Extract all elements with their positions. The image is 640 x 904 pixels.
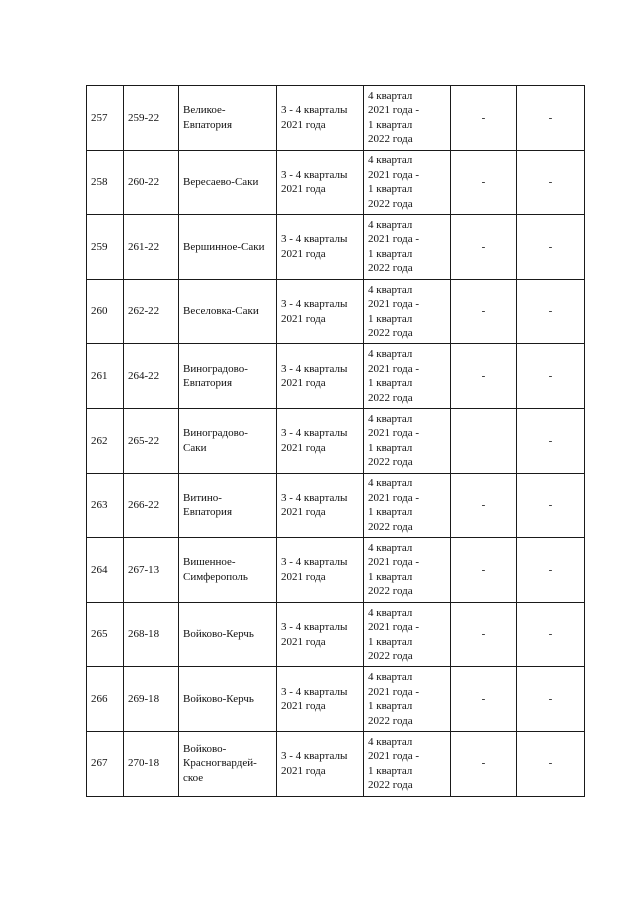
column-6-cell: - — [451, 731, 517, 796]
row-number-cell: 267 — [87, 731, 124, 796]
term-cell — [364, 150, 451, 215]
route-line: Войково- — [183, 742, 227, 755]
period-line: 3 - 4 кварталы — [281, 621, 348, 634]
route-schedule-table — [86, 85, 585, 797]
column-7-cell: - — [517, 408, 585, 473]
period-line: 3 - 4 кварталы — [281, 362, 348, 375]
term-line: 2021 года - — [368, 233, 420, 246]
route-line: Евпатория — [183, 506, 233, 519]
period-line: 2021 года — [281, 635, 326, 648]
term-line: 2022 года — [368, 779, 413, 792]
row-number-cell: 262 — [87, 408, 124, 473]
term-cell — [364, 473, 451, 538]
row-number-cell: 257 — [87, 86, 124, 151]
column-7-cell: - — [517, 279, 585, 344]
column-6-cell: - — [451, 344, 517, 409]
period-line: 3 - 4 кварталы — [281, 750, 348, 763]
table-row — [87, 150, 585, 215]
route-code-cell: 262-22 — [124, 279, 179, 344]
term-line: 1 квартал — [368, 506, 413, 519]
term-line: 4 квартал — [368, 154, 413, 167]
column-7-cell: - — [517, 602, 585, 667]
route-code-cell: 265-22 — [124, 408, 179, 473]
column-7-cell: - — [517, 215, 585, 280]
table-row — [87, 215, 585, 280]
route-code-cell: 264-22 — [124, 344, 179, 409]
term-cell — [364, 538, 451, 603]
period-cell — [277, 86, 364, 151]
route-name-cell — [179, 538, 277, 603]
period-line: 3 - 4 кварталы — [281, 104, 348, 117]
period-cell — [277, 215, 364, 280]
table-row — [87, 408, 585, 473]
route-line: Войково-Керчь — [183, 628, 254, 641]
column-6-cell — [451, 408, 517, 473]
term-line: 2022 года — [368, 456, 413, 469]
column-7-cell: - — [517, 667, 585, 732]
period-line: 3 - 4 кварталы — [281, 298, 348, 311]
term-line: 1 квартал — [368, 570, 413, 583]
term-cell — [364, 408, 451, 473]
term-line: 2022 года — [368, 650, 413, 663]
table-row — [87, 344, 585, 409]
column-7-cell: - — [517, 150, 585, 215]
row-number-cell: 263 — [87, 473, 124, 538]
term-line: 1 квартал — [368, 183, 413, 196]
table-row — [87, 86, 585, 151]
period-line: 3 - 4 кварталы — [281, 233, 348, 246]
term-line: 4 квартал — [368, 541, 413, 554]
term-line: 2021 года - — [368, 168, 420, 181]
column-7-cell: - — [517, 86, 585, 151]
term-line: 1 квартал — [368, 247, 413, 260]
route-code-cell: 270-18 — [124, 731, 179, 796]
row-number-cell: 265 — [87, 602, 124, 667]
term-line: 1 квартал — [368, 700, 413, 713]
term-cell — [364, 731, 451, 796]
row-number-cell: 266 — [87, 667, 124, 732]
period-line: 2021 года — [281, 700, 326, 713]
term-line: 4 квартал — [368, 671, 413, 684]
term-cell — [364, 215, 451, 280]
term-line: 1 квартал — [368, 118, 413, 131]
column-6-cell: - — [451, 215, 517, 280]
period-line: 2021 года — [281, 118, 326, 131]
column-7-cell: - — [517, 731, 585, 796]
term-line: 2022 года — [368, 520, 413, 533]
period-line: 3 - 4 кварталы — [281, 685, 348, 698]
column-7-cell: - — [517, 344, 585, 409]
term-line: 2022 года — [368, 262, 413, 275]
period-line: 2021 года — [281, 506, 326, 519]
term-line: 1 квартал — [368, 377, 413, 390]
route-line: Веселовка-Саки — [183, 305, 259, 318]
route-line: Евпатория — [183, 118, 233, 131]
table-row — [87, 667, 585, 732]
route-line: Великое- — [183, 104, 226, 117]
term-line: 4 квартал — [368, 89, 413, 102]
term-line: 2021 года - — [368, 685, 420, 698]
route-name-cell — [179, 279, 277, 344]
term-line: 2022 года — [368, 391, 413, 404]
table-row — [87, 473, 585, 538]
route-code-cell: 267-13 — [124, 538, 179, 603]
term-cell — [364, 279, 451, 344]
route-line: Вершинное-Саки — [183, 240, 265, 253]
term-line: 1 квартал — [368, 441, 413, 454]
term-line: 2022 года — [368, 133, 413, 146]
route-line: Войково-Керчь — [183, 692, 254, 705]
term-line: 4 квартал — [368, 412, 413, 425]
route-line: Саки — [183, 441, 207, 454]
column-6-cell: - — [451, 538, 517, 603]
period-line: 2021 года — [281, 312, 326, 325]
row-number-cell: 259 — [87, 215, 124, 280]
row-number-cell: 260 — [87, 279, 124, 344]
route-line: Витино- — [183, 491, 222, 504]
route-name-cell — [179, 86, 277, 151]
route-line: ское — [183, 771, 204, 784]
table-body — [87, 86, 585, 797]
period-cell — [277, 538, 364, 603]
term-line: 2021 года - — [368, 362, 420, 375]
route-line: Симферополь — [183, 570, 248, 583]
term-line: 2022 года — [368, 714, 413, 727]
term-line: 2021 года - — [368, 621, 420, 634]
column-6-cell: - — [451, 667, 517, 732]
route-code-cell: 266-22 — [124, 473, 179, 538]
period-cell — [277, 150, 364, 215]
term-line: 2021 года - — [368, 556, 420, 569]
column-6-cell: - — [451, 279, 517, 344]
period-line: 3 - 4 кварталы — [281, 427, 348, 440]
term-cell — [364, 344, 451, 409]
route-name-cell — [179, 215, 277, 280]
row-number-cell: 261 — [87, 344, 124, 409]
period-cell — [277, 473, 364, 538]
term-cell — [364, 602, 451, 667]
period-cell — [277, 667, 364, 732]
term-line: 2021 года - — [368, 750, 420, 763]
term-line: 4 квартал — [368, 348, 413, 361]
period-line: 3 - 4 кварталы — [281, 168, 348, 181]
table-row — [87, 538, 585, 603]
period-line: 2021 года — [281, 570, 326, 583]
route-line: Красногвардей- — [183, 757, 257, 770]
column-6-cell: - — [451, 86, 517, 151]
route-name-cell — [179, 150, 277, 215]
table-row — [87, 602, 585, 667]
period-cell — [277, 602, 364, 667]
term-line: 1 квартал — [368, 312, 413, 325]
route-name-cell — [179, 667, 277, 732]
term-line: 4 квартал — [368, 218, 413, 231]
row-number-cell: 258 — [87, 150, 124, 215]
route-name-cell — [179, 731, 277, 796]
term-line: 2021 года - — [368, 427, 420, 440]
route-code-cell: 269-18 — [124, 667, 179, 732]
column-6-cell: - — [451, 150, 517, 215]
route-code-cell: 261-22 — [124, 215, 179, 280]
period-cell — [277, 279, 364, 344]
term-line: 2022 года — [368, 197, 413, 210]
term-line: 4 квартал — [368, 606, 413, 619]
period-line: 2021 года — [281, 377, 326, 390]
route-line: Евпатория — [183, 377, 233, 390]
period-cell — [277, 408, 364, 473]
route-code-cell: 259-22 — [124, 86, 179, 151]
column-6-cell: - — [451, 602, 517, 667]
term-line: 4 квартал — [368, 283, 413, 296]
term-line: 2022 года — [368, 327, 413, 340]
route-line: Вишенное- — [183, 556, 236, 569]
term-line: 1 квартал — [368, 764, 413, 777]
period-line: 2021 года — [281, 441, 326, 454]
term-line: 2022 года — [368, 585, 413, 598]
route-name-cell — [179, 344, 277, 409]
route-code-cell: 268-18 — [124, 602, 179, 667]
term-cell — [364, 667, 451, 732]
term-line: 2021 года - — [368, 298, 420, 311]
period-cell — [277, 344, 364, 409]
route-line: Виноградово- — [183, 427, 248, 440]
period-cell — [277, 731, 364, 796]
period-line: 3 - 4 кварталы — [281, 556, 348, 569]
column-7-cell: - — [517, 538, 585, 603]
term-line: 1 квартал — [368, 635, 413, 648]
column-7-cell: - — [517, 473, 585, 538]
row-number-cell: 264 — [87, 538, 124, 603]
period-line: 3 - 4 кварталы — [281, 491, 348, 504]
term-cell — [364, 86, 451, 151]
route-name-cell — [179, 408, 277, 473]
route-code-cell: 260-22 — [124, 150, 179, 215]
route-line: Вересаево-Саки — [183, 176, 259, 189]
term-line: 4 квартал — [368, 477, 413, 490]
table-row — [87, 279, 585, 344]
period-line: 2021 года — [281, 764, 326, 777]
column-6-cell: - — [451, 473, 517, 538]
route-name-cell — [179, 473, 277, 538]
table-row — [87, 731, 585, 796]
period-line: 2021 года — [281, 247, 326, 260]
period-line: 2021 года — [281, 183, 326, 196]
term-line: 4 квартал — [368, 735, 413, 748]
route-name-cell — [179, 602, 277, 667]
term-line: 2021 года - — [368, 104, 420, 117]
term-line: 2021 года - — [368, 491, 420, 504]
route-line: Виноградово- — [183, 362, 248, 375]
